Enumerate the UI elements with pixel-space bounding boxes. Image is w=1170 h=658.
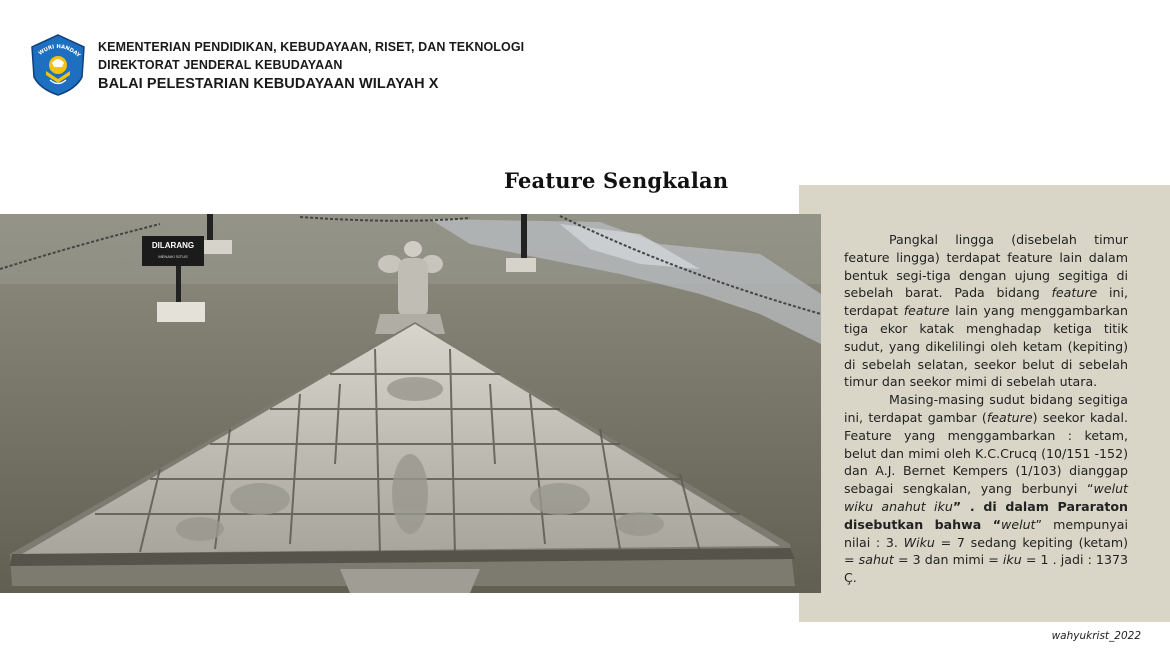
paragraph-1: Pangkal lingga (disebelah timur feature lingga) terdapat feature lain dalam bentuk segi-tiga dengan ujung segitiga di sebelah barat. Pada bidang feature ini, terdapat feature lain yang menggambarkan tiga ekor katak menghadap ketiga titik sudut, yang dikelilingi oleh ketam (kepiting) di sebelah selatan, seekor belut di sebelah timur dan seekor mimi di sebelah utara. bbox=[844, 232, 1128, 390]
description-text bbox=[844, 231, 1128, 587]
site-photo bbox=[0, 214, 821, 593]
author-credit: wahyukrist_2022 bbox=[1051, 630, 1141, 642]
paragraph-2: Masing-masing sudut bidang segitiga ini, terdapat gambar (feature) seekor kadal. Feature yang menggambarkan : ketam, belut dan mimi oleh K.C.Crucq (10/151 -152) dan A.J. Bernet Kempers (1/103) dianggap sebagai sengkalan, yang berbunyi “welut wiku anahut iku” . di dalam Pararaton disebutkan bahwa “welut” mempunyai nilai : 3. Wiku = 7 sedang kepiting (ketam) = sahut = 3 dan mimi = iku = 1 . jadi : 1373 Ç. bbox=[844, 392, 1128, 586]
header-directorate: DIREKTORAT JENDERAL KEBUDAYAAN bbox=[98, 58, 343, 72]
ministry-logo bbox=[26, 33, 90, 97]
logo-text: WURI HANDAY bbox=[37, 43, 81, 59]
sign-title: DILARANG bbox=[151, 241, 195, 250]
header-office: BALAI PELESTARIAN KEBUDAYAAN WILAYAH X bbox=[98, 76, 439, 92]
header-ministry: KEMENTERIAN PENDIDIKAN, KEBUDAYAAN, RISET, DAN TEKNOLOGI bbox=[98, 40, 525, 54]
tut-wuri-handayani-emblem-icon bbox=[26, 33, 90, 97]
sign-subtitle: MENAIKI SITUS bbox=[158, 254, 188, 259]
header bbox=[98, 38, 524, 94]
page-title: Feature Sengkalan bbox=[504, 168, 729, 193]
